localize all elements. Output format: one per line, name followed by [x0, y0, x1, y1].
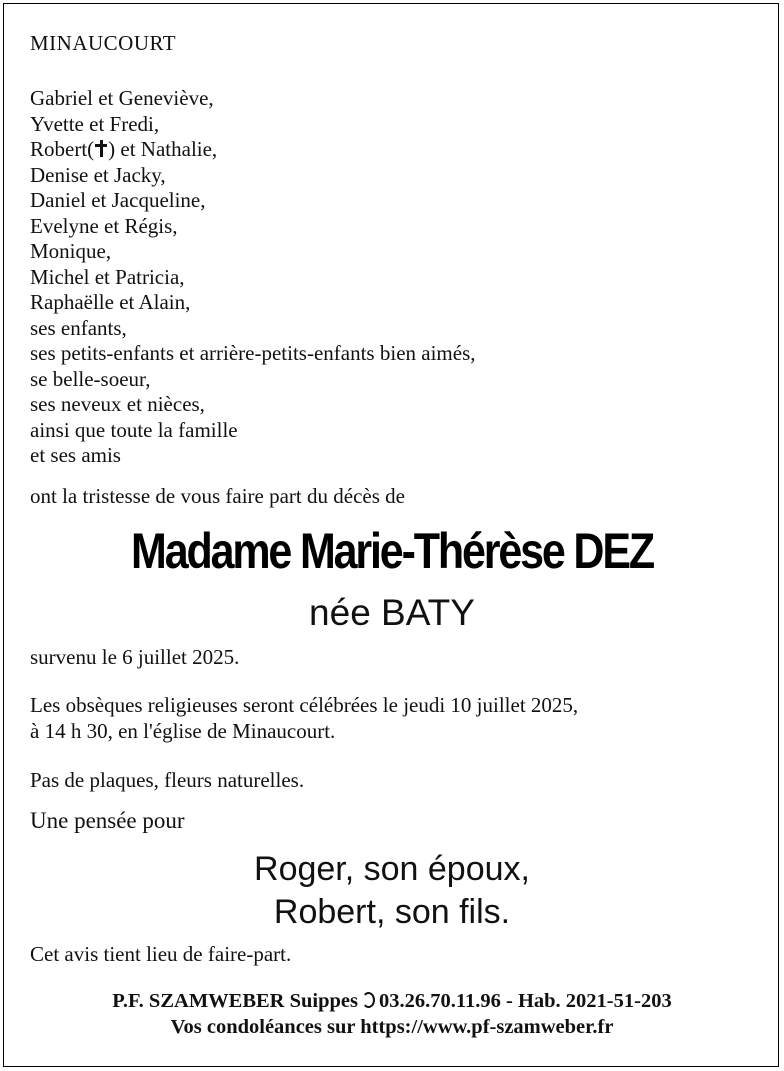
family-line: Denise et Jacky, — [30, 162, 166, 187]
family-line: Monique, — [30, 239, 112, 263]
family-line-part: ) et Nathalie, — [108, 137, 218, 161]
footer-web: Vos condoléances sur https://www.pf-szamweber.fr — [170, 1016, 614, 1038]
family-line-part: Robert( — [30, 137, 95, 161]
intro-text: ont la tristesse de vous faire part du décès de — [30, 484, 405, 508]
funeral-line: à 14 h 30, en l'église de Minaucourt. — [30, 719, 336, 743]
memory-names — [0, 848, 784, 934]
funeral-line: Les obsèques religieuses seront célébrées le jeudi 10 juillet 2025, — [30, 693, 579, 717]
family-line: ainsi que toute la famille — [30, 417, 238, 442]
family-line: Daniel et Jacqueline, — [30, 188, 206, 212]
family-line: Raphaëlle et Alain, — [30, 290, 191, 314]
maiden-name: née BATY — [309, 592, 475, 633]
footer-company: P.F. SZAMWEBER Suippes — [112, 990, 358, 1012]
family-line: et ses amis — [30, 443, 121, 467]
family-line: Evelyne et Régis, — [30, 213, 178, 238]
cross-icon — [95, 140, 107, 157]
family-line: se belle-soeur, — [30, 366, 151, 391]
footer-phone: 03.26.70.11.96 - Hab. 2021-51-203 — [379, 990, 672, 1012]
flowers-note: Pas de plaques, fleurs naturelles. — [30, 768, 305, 792]
family-line: Gabriel et Geneviève, — [30, 86, 214, 110]
family-list — [30, 86, 476, 469]
deceased-name: Madame Marie-Thérèse DEZ — [131, 523, 653, 579]
phone-icon — [362, 992, 377, 1009]
thought-heading: Une pensée pour — [30, 808, 185, 833]
memory-line: Robert, son fils. — [273, 893, 511, 931]
family-line-robert — [30, 137, 476, 163]
family-line: Michel et Patricia, — [30, 264, 185, 289]
footer-line-1 — [0, 988, 784, 1014]
death-date: survenu le 6 juillet 2025. — [30, 645, 240, 669]
memory-line: Roger, son époux, — [254, 850, 530, 888]
notice-line: Cet avis tient lieu de faire-part. — [30, 942, 292, 966]
funeral-home-footer — [0, 988, 784, 1040]
town-heading: MINAUCOURT — [30, 31, 177, 55]
funeral-details — [30, 692, 578, 744]
family-line: ses enfants, — [30, 315, 127, 340]
family-line: ses petits-enfants et arrière-petits-enfants bien aimés, — [30, 341, 476, 365]
family-line: Yvette et Fredi, — [30, 111, 160, 136]
family-line: ses neveux et nièces, — [30, 392, 205, 416]
